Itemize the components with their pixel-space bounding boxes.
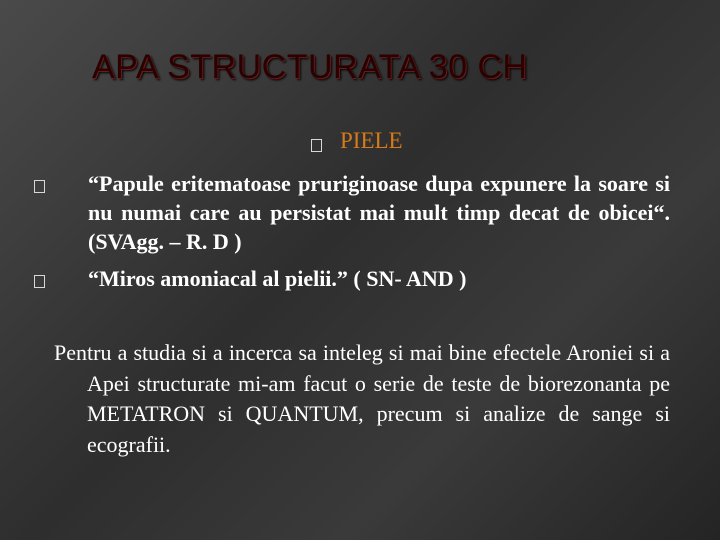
body-paragraph: Pentru a studia si a incerca sa inteleg si mai bine efectele Aroniei si a Apei structurate mi-am facut o serie de teste de biorezonanta pe METATRON si QUANTUM, precum si analize de sange si ecografii. <box>54 340 670 457</box>
bullet-item-2: “Miros amoniacal al pielii.” ( SN- AND ) <box>88 266 467 291</box>
bullet-box-icon <box>34 275 45 288</box>
bullet-item-1: “Papule eritematoase pruriginoase dupa expunere la soare si nu numai care au persistat mai mult timp decat de obicei“. (SVAgg. – R. D ) <box>88 171 670 254</box>
bullet-box-icon <box>34 180 45 193</box>
slide-title: APA STRUCTURATA 30 CH <box>92 48 528 86</box>
section-heading: PIELE <box>340 128 403 153</box>
bullet-box-icon <box>311 139 322 152</box>
